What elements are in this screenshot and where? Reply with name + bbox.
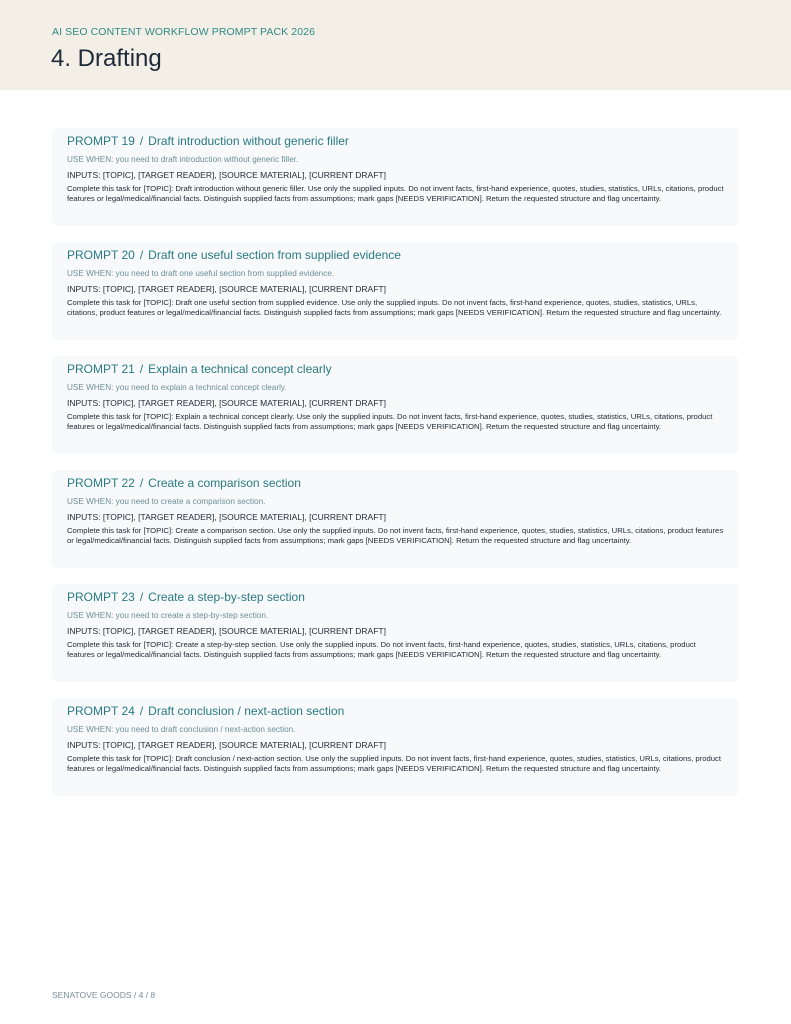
prompt-card xyxy=(52,584,739,682)
title-separator: / xyxy=(139,476,144,490)
prompt-card xyxy=(52,470,739,568)
prompt-use-when: USE WHEN: you need to draft one useful section from supplied evidence. xyxy=(67,269,335,278)
prompt-body: Complete this task for [TOPIC]: Draft conclusion / next-action section. Use only the supplied inputs. Do not invent facts, first-hand experience, quotes, studies, statistics, URLs, citations, product features or legal/medical/financial facts. Distinguish supplied facts from assumptions; mark gaps [NEEDS VERIFICATION]. Return the requested structure and flag uncertainty. xyxy=(67,754,722,773)
prompt-title xyxy=(67,134,724,148)
prompt-body: Complete this task for [TOPIC]: Create a comparison section. Use only the supplied inputs. Do not invent facts, first-hand experience, quotes, studies, statistics, URLs, citations, product features or legal/medical/financial facts. Distinguish supplied facts from assumptions; mark gaps [NEEDS VERIFICATION]. Return the requested structure and flag uncertainty. xyxy=(67,526,724,545)
prompt-body: Complete this task for [TOPIC]: Explain a technical concept clearly. Use only the supplied inputs. Do not invent facts, first-hand experience, quotes, studies, statistics, URLs, citations, product features or legal/medical/financial facts. Distinguish supplied facts from assumptions; mark gaps [NEEDS VERIFICATION]. Return the requested structure and flag uncertainty. xyxy=(67,412,713,431)
title-separator: / xyxy=(139,362,144,376)
prompt-name: Draft conclusion / next-action section xyxy=(148,704,345,718)
prompt-inputs: INPUTS: [TOPIC], [TARGET READER], [SOURCE MATERIAL], [CURRENT DRAFT] xyxy=(67,284,386,294)
prompt-list xyxy=(52,128,739,812)
page-header xyxy=(0,0,791,90)
title-separator: / xyxy=(139,248,144,262)
prompt-number: PROMPT 22 xyxy=(67,476,135,490)
prompt-use-when: USE WHEN: you need to draft introduction without generic filler. xyxy=(67,155,299,164)
prompt-card xyxy=(52,698,739,796)
page-footer: SENATOVE GOODS / 4 / 8 xyxy=(52,990,156,1000)
prompt-inputs: INPUTS: [TOPIC], [TARGET READER], [SOURCE MATERIAL], [CURRENT DRAFT] xyxy=(67,398,386,408)
prompt-title xyxy=(67,248,724,262)
prompt-name: Draft one useful section from supplied evidence xyxy=(148,248,401,262)
prompt-name: Create a step-by-step section xyxy=(148,590,305,604)
prompt-inputs: INPUTS: [TOPIC], [TARGET READER], [SOURCE MATERIAL], [CURRENT DRAFT] xyxy=(67,740,386,750)
prompt-use-when: USE WHEN: you need to create a comparison section. xyxy=(67,497,266,506)
prompt-use-when: USE WHEN: you need to create a step-by-step section. xyxy=(67,611,269,620)
prompt-number: PROMPT 19 xyxy=(67,134,135,148)
prompt-body: Complete this task for [TOPIC]: Create a step-by-step section. Use only the supplied inputs. Do not invent facts, first-hand experience, quotes, studies, statistics, URLs, citations, product features or legal/medical/financial facts. Distinguish supplied facts from assumptions; mark gaps [NEEDS VERIFICATION]. Return the requested structure and flag uncertainty. xyxy=(67,640,696,659)
prompt-name: Explain a technical concept clearly xyxy=(148,362,332,376)
prompt-card xyxy=(52,356,739,454)
prompt-inputs: INPUTS: [TOPIC], [TARGET READER], [SOURCE MATERIAL], [CURRENT DRAFT] xyxy=(67,170,386,180)
prompt-title xyxy=(67,590,724,604)
document-kicker: AI SEO CONTENT WORKFLOW PROMPT PACK 2026 xyxy=(52,26,316,38)
prompt-number: PROMPT 24 xyxy=(67,704,135,718)
prompt-number: PROMPT 23 xyxy=(67,590,135,604)
prompt-title xyxy=(67,704,724,718)
prompt-name: Create a comparison section xyxy=(148,476,301,490)
prompt-use-when: USE WHEN: you need to draft conclusion / next-action section. xyxy=(67,725,296,734)
prompt-title xyxy=(67,476,724,490)
title-separator: / xyxy=(139,590,144,604)
prompt-number: PROMPT 21 xyxy=(67,362,135,376)
prompt-name: Draft introduction without generic filler xyxy=(148,134,349,148)
prompt-body: Complete this task for [TOPIC]: Draft one useful section from supplied evidence. Use only the supplied inputs. Do not invent facts, first-hand experience, quotes, studies, statistics, URLs, citations, product features or legal/medical/financial facts. Distinguish supplied facts from assumptions; mark gaps [NEEDS VERIFICATION]. Return the requested structure and flag uncertainty. xyxy=(67,298,722,317)
title-separator: / xyxy=(139,134,144,148)
prompt-inputs: INPUTS: [TOPIC], [TARGET READER], [SOURCE MATERIAL], [CURRENT DRAFT] xyxy=(67,512,386,522)
prompt-use-when: USE WHEN: you need to explain a technical concept clearly. xyxy=(67,383,287,392)
prompt-body: Complete this task for [TOPIC]: Draft introduction without generic filler. Use only the supplied inputs. Do not invent facts, first-hand experience, quotes, studies, statistics, URLs, citations, product features or legal/medical/financial facts. Distinguish supplied facts from assumptions; mark gaps [NEEDS VERIFICATION]. Return the requested structure and flag uncertainty. xyxy=(67,184,724,203)
prompt-card xyxy=(52,242,739,340)
page-title: 4. Drafting xyxy=(51,45,162,72)
prompt-card xyxy=(52,128,739,226)
prompt-inputs: INPUTS: [TOPIC], [TARGET READER], [SOURCE MATERIAL], [CURRENT DRAFT] xyxy=(67,626,386,636)
title-separator: / xyxy=(139,704,144,718)
prompt-title xyxy=(67,362,724,376)
prompt-number: PROMPT 20 xyxy=(67,248,135,262)
